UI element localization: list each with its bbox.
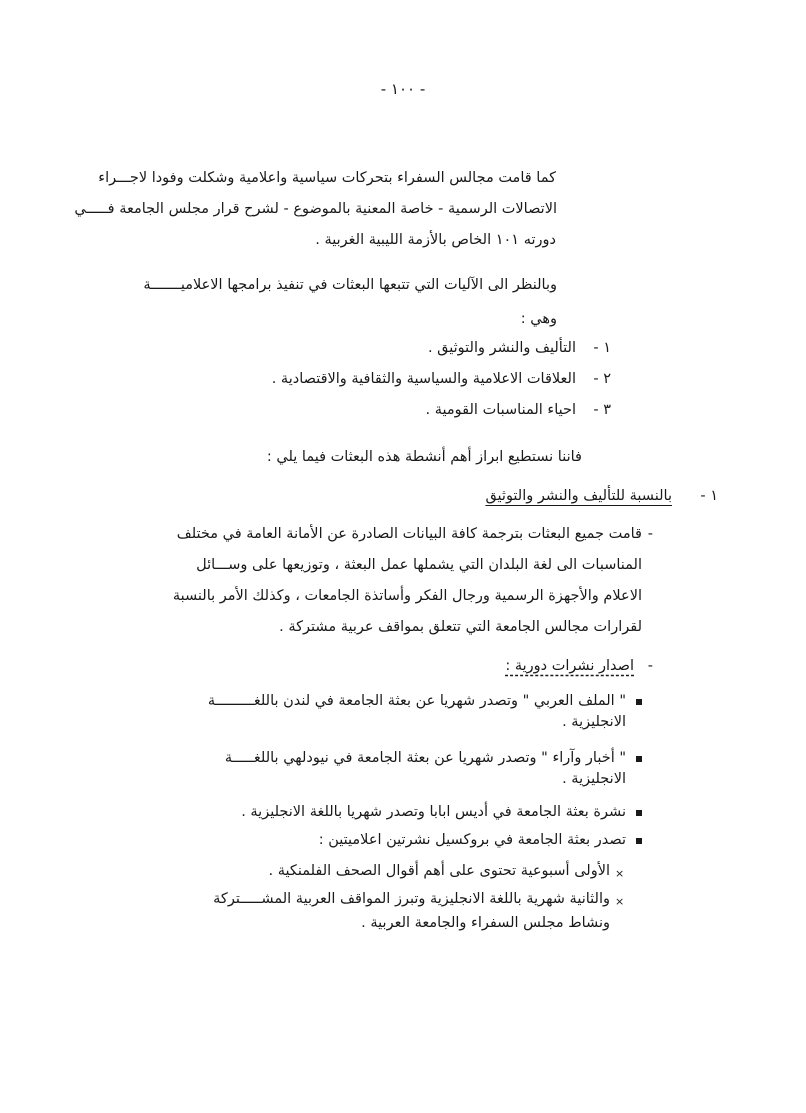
summary-line: فاننا نستطيع ابراز أهم أنشطة هذه البعثات فيما يلي : [266, 449, 582, 465]
square-bullet-icon [636, 756, 642, 762]
cross-bullet-icon: × [615, 895, 625, 908]
bullet-line-2: الانجليزية . [562, 771, 626, 787]
square-bullet-icon [636, 810, 642, 816]
periodicals-dash: - [647, 658, 653, 674]
sub-bullet-line-2: ونشاط مجلس السفراء والجامعة العربية . [361, 915, 610, 931]
mechanism-item-text: احياء المناسبات القومية . [425, 402, 576, 418]
square-bullet-icon [636, 838, 642, 844]
mechanism-item-text: العلاقات الاعلامية والسياسية والثقافية والاقتصادية . [271, 371, 576, 387]
intro-line-1: كما قامت مجالس السفراء بتحركات سياسية واعلامية وشكلت وفودا لاجـــراء [98, 170, 556, 186]
section-para-line-2: المناسبات الى لغة البلدان التي يشملها عمل البعثة ، وتوزيعها على وســـائل [196, 557, 642, 573]
bullet-line-1: " الملف العربي " وتصدر شهريا عن بعثة الجامعة في لندن باللغـــــــــة [207, 693, 626, 709]
mechanism-item-number: ١ - [593, 340, 611, 356]
sub-bullet-line-1: الأولى أسبوعية تحتوى على أهم أقوال الصحف الفلمنكية . [268, 863, 610, 879]
mechanism-item-number: ٢ - [593, 371, 611, 387]
paragraph-dash: - [647, 526, 653, 542]
intro-line-3: دورته ١٠١ الخاص بالأزمة الليبية الغربية . [315, 232, 556, 248]
page-number: - ١٠٠ - [380, 80, 426, 98]
sub-bullet-line-1: والثانية شهرية باللغة الانجليزية وتبرز المواقف العربية المشـــــتركة [213, 891, 610, 907]
section-para-line-1: قامت جميع البعثات بترجمة كافة البيانات الصادرة عن الأمانة العامة في مختلف [176, 526, 642, 542]
mechanism-item-number: ٣ - [593, 402, 611, 418]
mechanisms-line-2: وهي : [520, 311, 557, 327]
square-bullet-icon [636, 699, 642, 705]
section-para-line-3: الاعلام والأجهزة الرسمية ورجال الفكر وأساتذة الجامعات ، وكذلك الأمر بالنسبة [172, 588, 642, 604]
section-number: ١ - [700, 488, 718, 504]
bullet-line-1: " أخبار وآراء " وتصدر شهريا عن بعثة الجامعة في نيودلهي باللغـــــة [224, 750, 626, 766]
bullet-line-1: نشرة بعثة الجامعة في أديس ابابا وتصدر شهريا باللغة الانجليزية . [241, 804, 626, 820]
mechanisms-line-1: وبالنظر الى الآليات التي تتبعها البعثات في تنفيذ برامجها الاعلاميـــــــة [143, 277, 557, 293]
bullet-line-1: تصدر بعثة الجامعة في بروكسيل نشرتين اعلاميتين : [318, 832, 626, 848]
mechanism-item-text: التأليف والنشر والتوثيق . [427, 340, 576, 356]
cross-bullet-icon: × [615, 867, 625, 880]
bullet-line-2: الانجليزية . [562, 714, 626, 730]
intro-line-2: الاتصالات الرسمية - خاصة المعنية بالموضوع - لشرح قرار مجلس الجامعة فـــــي [74, 201, 557, 217]
section-para-line-4: لقرارات مجالس الجامعة التي تتعلق بمواقف عربية مشتركة . [279, 619, 642, 635]
periodicals-heading: اصدار نشرات دورية : [505, 658, 634, 674]
section-heading: بالنسبة للتأليف والنشر والتوثيق [485, 488, 672, 504]
